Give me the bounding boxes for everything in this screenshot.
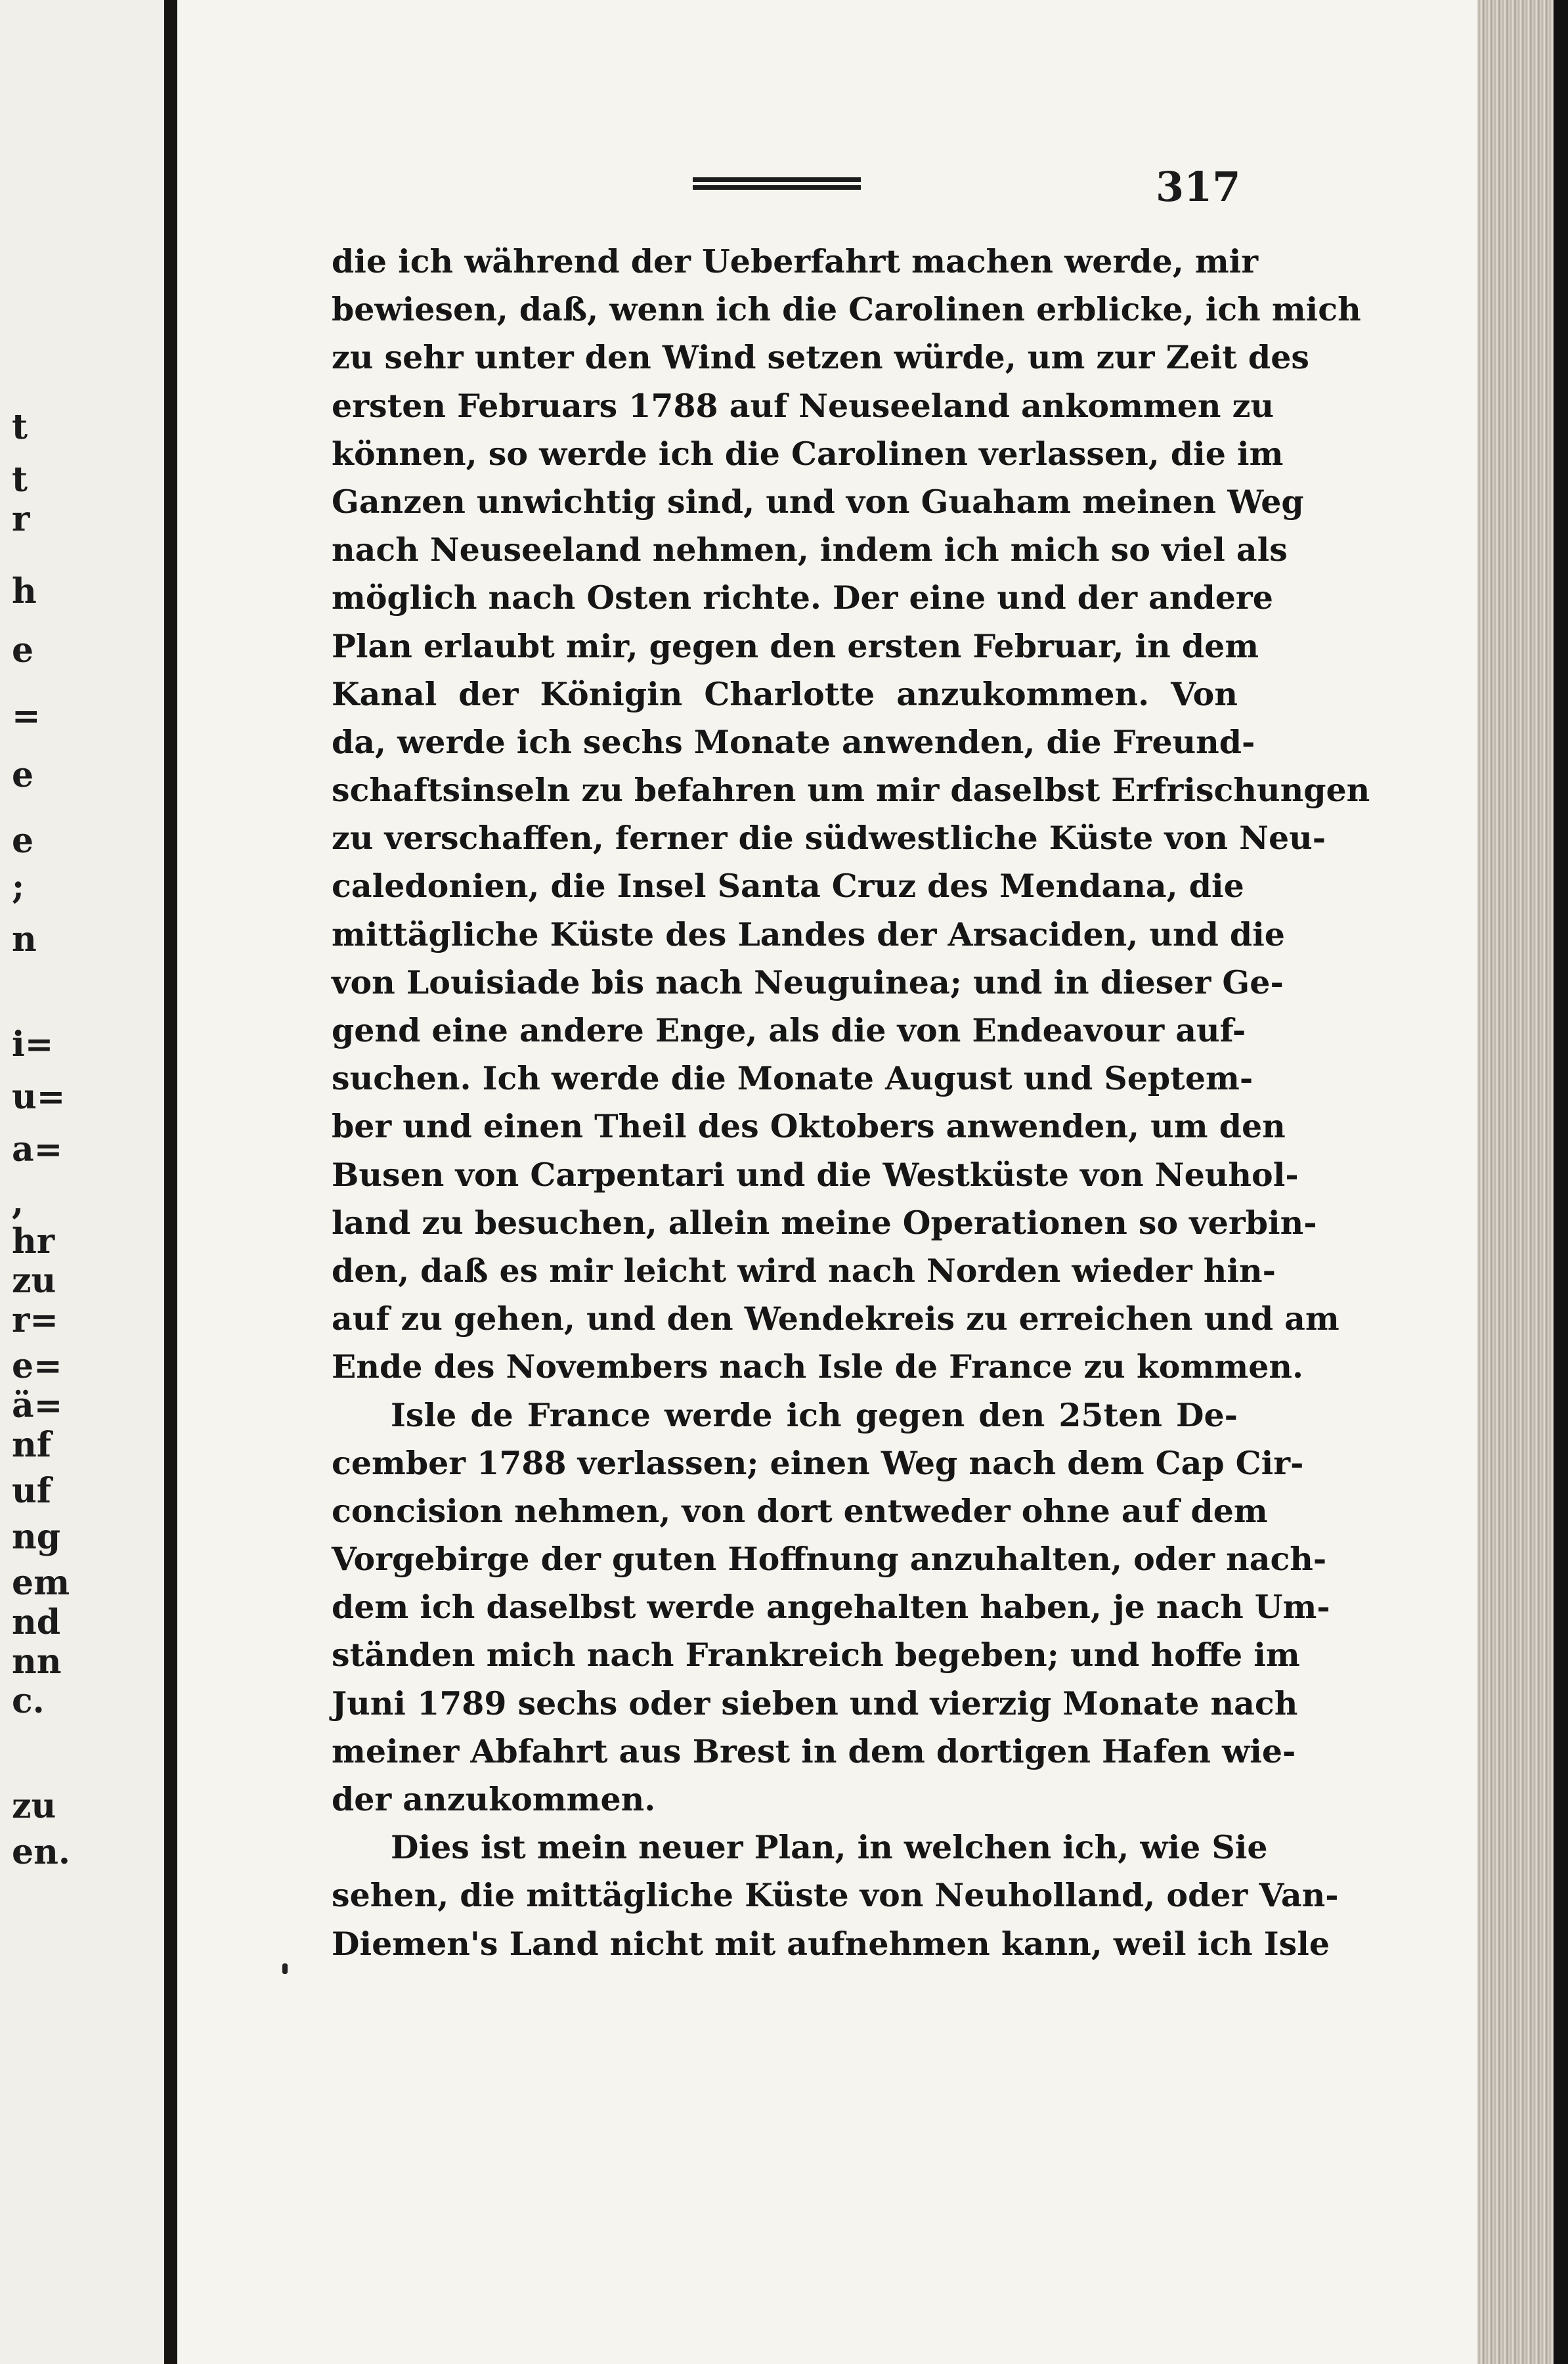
left-page-fragment: n xyxy=(12,919,37,959)
left-page-fragment: hr xyxy=(12,1221,55,1261)
text-line: die ich während der Ueberfahrt machen werde, mir xyxy=(332,242,1259,280)
text-line: auf zu gehen, und den Wendekreis zu erreichen und am xyxy=(332,1300,1339,1338)
left-page-fragment: uf xyxy=(12,1471,52,1511)
text-line: Ende des Novembers nach Isle de France zu kommen. xyxy=(332,1347,1304,1386)
left-page-fragment: e= xyxy=(12,1346,62,1386)
text-line: ständen mich nach Frankreich begeben; und hoffe im xyxy=(332,1636,1300,1674)
text-line: Vorgebirge der guten Hoffnung anzuhalten, oder nach- xyxy=(332,1540,1327,1579)
left-page-fragment: u= xyxy=(12,1077,66,1117)
left-page-fragment: a= xyxy=(12,1129,63,1170)
text-line: dem ich daselbst werde angehalten haben, je nach Um- xyxy=(332,1588,1330,1627)
text-line: cember 1788 verlassen; einen Weg nach dem Cap Cir- xyxy=(332,1443,1304,1482)
text-line: mittägliche Küste des Landes der Arsaciden, und die xyxy=(332,915,1285,953)
text-line: da, werde ich sechs Monate anwenden, die Freund- xyxy=(332,722,1255,761)
text-line: suchen. Ich werde die Monate August und Septem- xyxy=(332,1059,1253,1098)
left-page-fragment: zu xyxy=(12,1261,56,1301)
header-ornament-rule xyxy=(693,177,861,193)
text-line: Juni 1789 sechs oder sieben und vierzig Monate nach xyxy=(332,1684,1298,1722)
text-line: Ganzen unwichtig sind, und von Guaham meinen Weg xyxy=(332,482,1304,521)
text-line: concision nehmen, von dort entweder ohne auf dem xyxy=(332,1491,1268,1530)
text-line: können, so werde ich die Carolinen verlassen, die im xyxy=(332,434,1284,473)
left-page-fragment: ä= xyxy=(12,1386,63,1426)
text-line: Plan erlaubt mir, gegen den ersten Februar, in dem xyxy=(332,626,1259,665)
left-page-fragment: ; xyxy=(12,867,25,907)
left-page-fragment: nd xyxy=(12,1602,61,1642)
text-line: Busen von Carpentari und die Westküste von Neuhol- xyxy=(332,1155,1299,1194)
text-line: zu sehr unter den Wind setzen würde, um zur Zeit des xyxy=(332,338,1309,377)
body-text xyxy=(332,238,1370,1968)
text-line: schaftsinseln zu befahren um mir daselbst Erfrischungen xyxy=(332,771,1370,810)
left-page-fragment: em xyxy=(12,1563,70,1603)
ink-speck xyxy=(282,1963,288,1974)
left-page-fragment: = xyxy=(12,696,41,736)
left-page-fragment: nn xyxy=(12,1642,62,1682)
left-page-edge xyxy=(0,0,164,2364)
text-line: den, daß es mir leicht wird nach Norden wieder hin- xyxy=(332,1251,1276,1290)
text-line: Dies ist mein neuer Plan, in welchen ich, wie Sie xyxy=(391,1828,1268,1867)
text-line: Isle de France werde ich gegen den 25ten De- xyxy=(391,1395,1238,1434)
left-page-fragment: nf xyxy=(12,1425,52,1465)
left-page-fragment: e xyxy=(12,755,34,795)
text-line: ersten Februars 1788 auf Neuseeland ankommen zu xyxy=(332,386,1274,425)
text-line: Kanal der Königin Charlotte anzukommen. Von xyxy=(332,674,1238,713)
book-gutter xyxy=(164,0,177,2364)
text-line: meiner Abfahrt aus Brest in dem dortigen Hafen wie- xyxy=(332,1732,1296,1770)
text-line: möglich nach Osten richte. Der eine und der andere xyxy=(332,579,1273,617)
left-page-fragment: t xyxy=(12,460,28,500)
text-line: land zu besuchen, allein meine Operationen so verbin- xyxy=(332,1203,1317,1242)
left-page-fragment: zu xyxy=(12,1786,56,1826)
left-page-fragment: en. xyxy=(12,1832,70,1872)
left-page-fragment: ng xyxy=(12,1517,61,1557)
text-line: sehen, die mittägliche Küste von Neuholland, oder Van- xyxy=(332,1876,1339,1915)
left-page-fragment: t xyxy=(12,407,28,447)
text-line: bewiesen, daß, wenn ich die Carolinen erblicke, ich mich xyxy=(332,290,1361,329)
page-number: 317 xyxy=(1156,163,1241,211)
page-edges xyxy=(1477,0,1568,2364)
left-page-fragment: i= xyxy=(12,1024,54,1064)
left-page-fragment: r= xyxy=(12,1300,58,1340)
text-line: von Louisiade bis nach Neuguinea; und in dieser Ge- xyxy=(332,963,1284,1001)
text-line: zu verschaffen, ferner die südwestliche Küste von Neu- xyxy=(332,819,1326,858)
left-page-fragment: h xyxy=(12,571,37,611)
left-page-fragment: c. xyxy=(12,1681,45,1721)
text-line: caledonien, die Insel Santa Cruz des Mendana, die xyxy=(332,867,1244,906)
text-line: nach Neuseeland nehmen, indem ich mich so viel als xyxy=(332,531,1288,569)
text-line: ber und einen Theil des Oktobers anwenden, um den xyxy=(332,1107,1286,1146)
text-line: der anzukommen. xyxy=(332,1780,656,1818)
left-page-fragment: e xyxy=(12,821,34,861)
left-page-fragment: e xyxy=(12,630,34,670)
left-page-fragment: r xyxy=(12,499,30,539)
left-page-fragment: , xyxy=(12,1182,24,1222)
text-line: gend eine andere Enge, als die von Endeavour auf- xyxy=(332,1011,1246,1049)
text-line: Diemen's Land nicht mit aufnehmen kann, weil ich Isle xyxy=(332,1924,1330,1963)
